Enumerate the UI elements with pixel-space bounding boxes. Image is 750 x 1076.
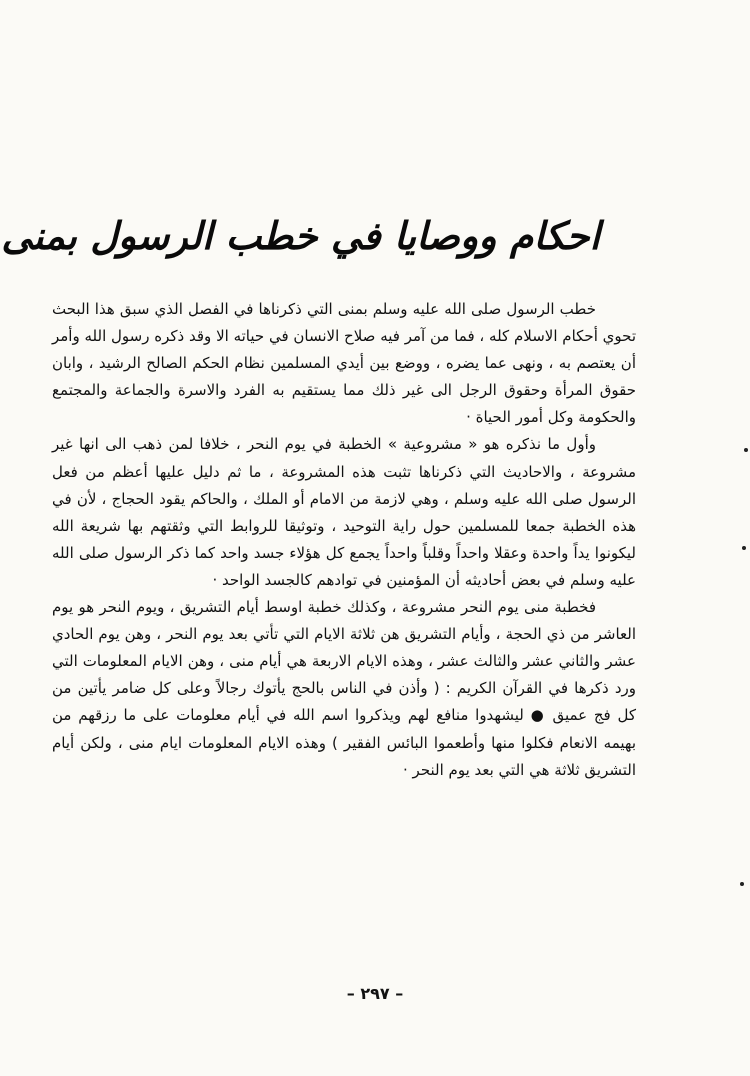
margin-mark <box>740 882 744 886</box>
paragraph-2: وأول ما نذكره هو « مشروعية » الخطبة في يوم النحر ، خلافا لمن ذهب الى انها غير مشروعة ، والاحاديث التي ذكرناها تثبت هذه المشروعة ، ما ثم دليل عليها أعظم من فعل الرسول صلى الله عليه وسلم ، وهي لازمة من الامام أو الملك ، والحاكم يقود الحجاج ، لأن في هذه الخطبة جمعا للمسلمين حول راية التوحيد ، وتوثيقا للروابط التي وثقتهم بها شريعة الله ليكونوا يداً واحدة وعقلا واحداً وقلباً واحداً يجمع كل هؤلاء جسد واحد كما ذكر الرسول صلى الله عليه وسلم في بعض أحاديثه أن المؤمنين في توادهم كالجسد الواحد · <box>52 435 636 589</box>
body-text <box>52 296 636 784</box>
margin-mark <box>744 448 748 452</box>
margin-mark <box>742 546 746 550</box>
page-number: – ٢٩٧ – <box>346 984 404 1003</box>
paragraph-3: فخطبة منى يوم النحر مشروعة ، وكذلك خطبة اوسط أيام التشريق ، ويوم النحر هو يوم العاشر من ذي الحجة ، وأيام التشريق هن ثلاثة الايام التي تأتي بعد يوم النحر ، وهن يوم الحادي عشر والثاني عشر والثالث عشر ، وهذه الايام الاربعة هي أيام منى ، وهن الايام المعلومات التي ورد ذكرها في القرآن الكريم : ( وأذن في الناس بالحج يأتوك رجالاً وعلى كل ضامر يأتين من كل فج عميق ● ليشهدوا منافع لهم ويذكروا اسم الله في أيام معلومات على ما رزقهم من بهيمه الانعام فكلوا منها وأطعموا البائس الفقير ) وهذه الايام المعلومات ايام منى ، ولكن أيام التشريق ثلاثة هي التي بعد يوم النحر · <box>52 598 636 779</box>
chapter-title: احكام ووصايا في خطب الرسول بمنى <box>1 213 600 258</box>
paragraph-1: خطب الرسول صلى الله عليه وسلم بمنى التي ذكرناها في الفصل الذي سبق هذا البحث تحوي أحكام الاسلام كله ، فما من آمر فيه صلاح الانسان في حياته الا وقد ذكره رسول الله وأمر أن يعتصم به ، ونهى عما يضره ، ووضع بين أيدي المسلمين نظام الحكم الصالح الرشيد ، وابان حقوق المرأة وحقوق الرجل الى غير ذلك مما يستقيم به الفرد والاسرة والجماعة والمجتمع والحكومة وكل أمور الحياة · <box>52 300 636 427</box>
